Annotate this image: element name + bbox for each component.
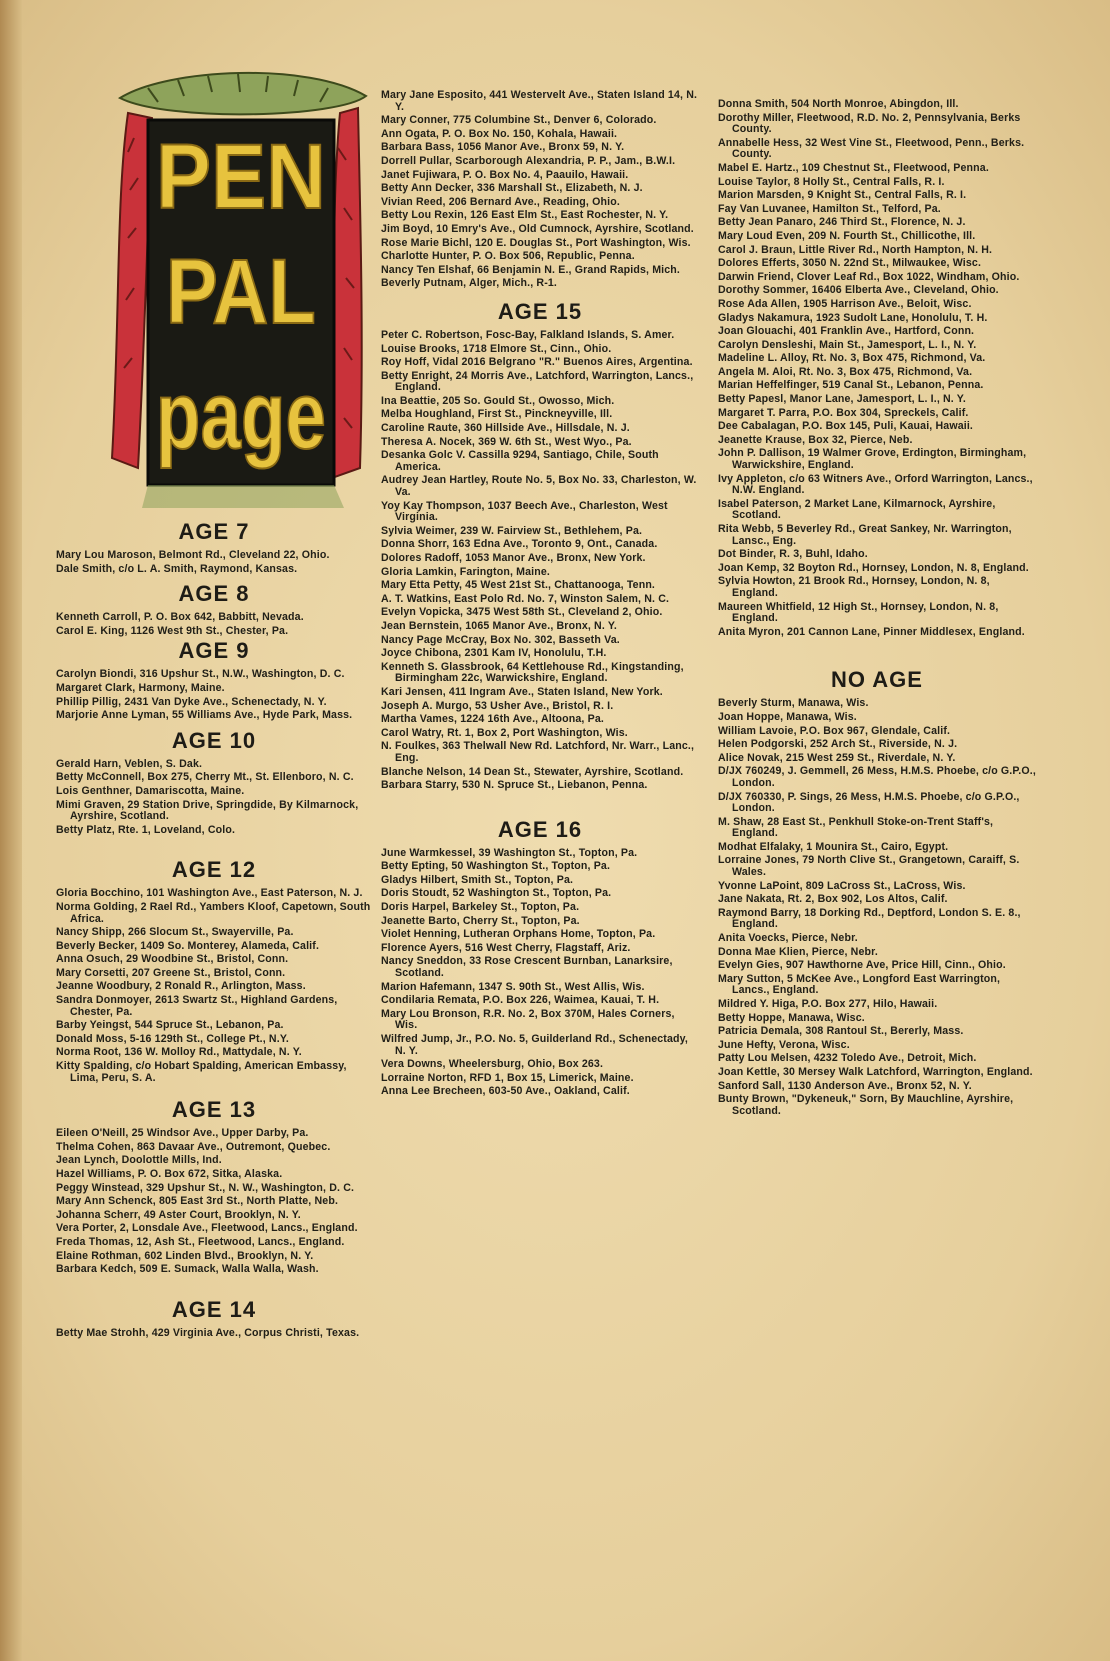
list-item: Betty Papesl, Manor Lane, Jamesport, L. I., N. Y. <box>718 393 966 406</box>
list-item: Caroline Raute, 360 Hillside Ave., Hillsdale, N. J. <box>381 422 630 435</box>
list-item: Louise Brooks, 1718 Elmore St., Cinn., Ohio. <box>381 342 612 355</box>
pen-pal-logo <box>108 58 370 520</box>
pen-pal-logo-art <box>108 58 370 520</box>
logo-word-page: page <box>156 362 326 469</box>
list-item: Margaret T. Parra, P.O. Box 304, Spreckels, Calif. <box>718 406 969 419</box>
list-item: Norma Golding, 2 Rael Rd., Yambers Kloof, Capetown, South Africa. <box>56 900 371 925</box>
list-item: Charlotte Hunter, P. O. Box 506, Republic, Penna. <box>381 250 635 263</box>
list-item: Blanche Nelson, 14 Dean St., Stewater, Ayrshire, Scotland. <box>381 765 684 778</box>
list-item: Carolyn Densleshi, Main St., Jamesport, L. I., N. Y. <box>718 338 977 351</box>
list-item: Norma Root, 136 W. Molloy Rd., Mattydale, N. Y. <box>56 1046 302 1059</box>
list-item: Joan Glouachi, 401 Franklin Ave., Hartford, Conn. <box>718 325 975 338</box>
list-item: Mabel E. Hartz., 109 Chestnut St., Fleetwood, Penna. <box>718 161 989 174</box>
section-heading-age-16: AGE 16 <box>497 816 583 842</box>
list-item: Carol Watry, Rt. 1, Box 2, Port Washington, Wis. <box>381 726 628 739</box>
list-item: Anna Osuch, 29 Woodbine St., Bristol, Conn. <box>56 953 289 966</box>
list-item: Kitty Spalding, c/o Hobart Spalding, American Embassy, Lima, Peru, S. A. <box>56 1060 347 1084</box>
list-item: Kari Jensen, 411 Ingram Ave., Staten Island, New York. <box>381 685 663 698</box>
list-item: Johanna Scherr, 49 Aster Court, Brooklyn, N. Y. <box>56 1208 301 1221</box>
list-item: Peggy Winstead, 329 Upshur St., N. W., Washington, D. C. <box>56 1181 355 1194</box>
list-item: Louise Taylor, 8 Holly St., Central Falls, R. I. <box>718 175 945 188</box>
list-item: Dee Cabalagan, P.O. Box 145, Puli, Kauai, Hawaii. <box>718 420 974 433</box>
list-item: Jeanette Krause, Box 32, Pierce, Neb. <box>718 433 913 446</box>
list-item: Bunty Brown, "Dykeneuk," Sorn, By Mauchline, Ayrshire, Scotland. <box>718 1093 1014 1117</box>
list-item: Desanka Golc V. Cassilla 9294, Santiago, Chile, South America. <box>381 449 659 473</box>
list-item: June Warmkessel, 39 Washington St., Topton, Pa. <box>381 846 638 859</box>
list-item: Betty Jean Panaro, 246 Third St., Florence, N. J. <box>718 216 966 229</box>
list-item: Patricia Demala, 308 Rantoul St., Bererly, Mass. <box>718 1025 964 1038</box>
list-item: Kenneth S. Glassbrook, 64 Kettlehouse Rd., Kingstanding, Birmingham 22c, Warwickshire, England. <box>381 660 684 685</box>
list-item: Marion Hafemann, 1347 S. 90th St., West Allis, Wis. <box>381 980 645 993</box>
list-item: Florence Ayers, 516 West Cherry, Flagstaff, Ariz. <box>381 941 631 954</box>
list-item: Yvonne LaPoint, 809 LaCross St., LaCross, Wis. <box>718 879 966 892</box>
list-item: Barbara Bass, 1056 Manor Ave., Bronx 59, N. Y. <box>381 141 625 154</box>
list-item: Joan Kettle, 30 Mersey Walk Latchford, Warrington, England. <box>718 1065 1033 1078</box>
list-item: Nancy Shipp, 266 Slocum St., Swayerville, Pa. <box>56 926 294 939</box>
list-item: Freda Thomas, 12, Ash St., Fleetwood, Lancs., England. <box>56 1235 345 1248</box>
section-age-16-part-2 <box>718 99 1036 638</box>
list-item: Donald Moss, 5-16 129th St., College Pt., N.Y. <box>56 1032 289 1045</box>
list-item: Betty Ann Decker, 336 Marshall St., Elizabeth, N. J. <box>381 182 643 195</box>
list-item: Vivian Reed, 206 Bernard Ave., Reading, Ohio. <box>381 195 620 208</box>
list-item: Theresa A. Nocek, 369 W. 6th St., West Wyo., Pa. <box>381 435 632 448</box>
list-item: Jean Lynch, Doolottle Mills, Ind. <box>56 1154 222 1167</box>
list-item: Yoy Kay Thompson, 1037 Beech Ave., Charleston, West Virginia. <box>381 499 668 524</box>
section-heading-age-13: AGE 13 <box>171 1097 257 1123</box>
list-item: Darwin Friend, Clover Leaf Rd., Box 1022, Windham, Ohio. <box>718 270 1020 283</box>
list-item: Mary Conner, 775 Columbine St., Denver 6, Colorado. <box>381 114 657 127</box>
list-item: Melba Houghland, First St., Pinckneyville, Ill. <box>381 408 613 421</box>
list-item: Dolores Radoff, 1053 Manor Ave., Bronx, New York. <box>381 552 646 564</box>
list-item: Jeanne Woodbury, 2 Ronald R., Arlington, Mass. <box>56 980 306 993</box>
list-item: Eileen O'Neill, 25 Windsor Ave., Upper Darby, Pa. <box>56 1127 309 1140</box>
list-item: Nancy Page McCray, Box No. 302, Basseth Va. <box>381 633 620 646</box>
list-item: Mary Ann Schenck, 805 East 3rd St., North Platte, Neb. <box>56 1195 339 1208</box>
list-item: Mary Sutton, 5 McKee Ave., Longford East Warrington, Lancs., England. <box>718 972 1001 997</box>
list-item: Anita Myron, 201 Cannon Lane, Pinner Middlesex, England. <box>718 625 1025 638</box>
list-item: M. Shaw, 28 East St., Penkhull Stoke-on-Trent Staff's, England. <box>718 815 994 840</box>
list-item: Hazel Williams, P. O. Box 672, Sitka, Alaska. <box>56 1168 283 1180</box>
list-item: Evelyn Gies, 907 Hawthorne Ave, Price Hill, Cinn., Ohio. <box>718 959 1006 972</box>
list-item: D/JX 760249, J. Gemmell, 26 Mess, H.M.S. Phoebe, c/o G.P.O., London. <box>718 765 1036 789</box>
list-item: A. T. Watkins, East Polo Rd. No. 7, Winston Salem, N. C. <box>381 592 670 605</box>
list-item: Mary Etta Petty, 45 West 21st St., Chattanooga, Tenn. <box>381 579 656 592</box>
list-item: Dot Binder, R. 3, Buhl, Idaho. <box>718 548 868 561</box>
list-item: Alice Novak, 215 West 259 St., Riverdale, N. Y. <box>718 751 956 764</box>
list-item: Kenneth Carroll, P. O. Box 642, Babbitt, Nevada. <box>56 611 304 624</box>
list-item: Doris Stoudt, 52 Washington St., Topton, Pa. <box>381 887 612 900</box>
list-item: Betty Lou Rexin, 126 East Elm St., East Rochester, N. Y. <box>381 209 669 222</box>
list-item: Dale Smith, c/o L. A. Smith, Raymond, Kansas. <box>56 562 298 575</box>
list-item: Nancy Ten Elshaf, 66 Benjamin N. E., Grand Rapids, Mich. <box>381 263 681 276</box>
section-age-14-part-1 <box>56 1328 372 1340</box>
list-item: Thelma Cohen, 863 Davaar Ave., Outremont, Quebec. <box>56 1140 331 1153</box>
list-item: Gladys Nakamura, 1923 Sudolt Lane, Honolulu, T. H. <box>718 311 988 324</box>
list-item: Fay Van Luvanee, Hamilton St., Telford, Pa. <box>718 202 941 215</box>
section-heading-age-10: AGE 10 <box>171 727 257 753</box>
section-age-9 <box>56 669 372 721</box>
section-age-10 <box>56 759 372 837</box>
list-item: Jeanette Barto, Cherry St., Topton, Pa. <box>381 914 580 927</box>
list-item: Ivy Appleton, c/o 63 Witners Ave., Orford Warrington, Lancs., N.W. England. <box>718 472 1033 497</box>
list-item: Modhat Elfalaky, 1 Mounira St., Cairo, Egypt. <box>718 840 949 853</box>
list-item: Betty Mae Strohh, 429 Virginia Ave., Corpus Christi, Texas. <box>56 1326 360 1339</box>
list-item: Marjorie Anne Lyman, 55 Williams Ave., Hyde Park, Mass. <box>56 709 353 722</box>
page-binding-edge <box>0 0 22 1661</box>
list-item: June Hefty, Verona, Wisc. <box>718 1038 850 1051</box>
list-item: D/JX 760330, P. Sings, 26 Mess, H.M.S. Phoebe, c/o G.P.O., London. <box>718 790 1020 815</box>
list-item: Rita Webb, 5 Beverley Rd., Great Sankey, Nr. Warrington, Lansc., Eng. <box>718 523 1012 547</box>
list-item: Jim Boyd, 10 Emry's Ave., Old Cumnock, Ayrshire, Scotland. <box>381 222 694 235</box>
list-item: Raymond Barry, 18 Dorking Rd., Deptford, London S. E. 8., England. <box>718 906 1021 931</box>
section-age-7 <box>56 550 372 575</box>
list-item: Margaret Clark, Harmony, Maine. <box>56 681 225 694</box>
list-item: Martha Vames, 1224 16th Ave., Altoona, Pa. <box>381 713 604 726</box>
list-item: Joseph A. Murgo, 53 Usher Ave., Bristol, R. I. <box>381 699 614 712</box>
list-item: Isabel Paterson, 2 Market Lane, Kilmarnock, Ayrshire, Scotland. <box>718 497 996 522</box>
list-item: Roy Hoff, Vidal 2016 Belgrano "R." Buenos Aires, Argentina. <box>381 356 693 369</box>
logo-word-pal: PAL <box>166 241 316 343</box>
list-item: Condilaria Remata, P.O. Box 226, Waimea, Kauai, T. H. <box>381 994 660 1007</box>
list-item: Mary Lou Bronson, R.R. No. 2, Box 370M, Hales Corners, Wis. <box>381 1007 675 1032</box>
list-item: Sanford Sall, 1130 Anderson Ave., Bronx 52, N. Y. <box>718 1079 972 1092</box>
list-item: Wilfred Jump, Jr., P.O. No. 5, Guilderland Rd., Schenectady, N. Y. <box>381 1033 688 1057</box>
list-item: Elaine Rothman, 602 Linden Blvd., Brooklyn, N. Y. <box>56 1249 314 1262</box>
list-item: Sandra Donmoyer, 2613 Swartz St., Highland Gardens, Chester, Pa. <box>56 994 338 1018</box>
column-middle <box>381 90 699 1100</box>
list-item: Betty Epting, 50 Washington St., Topton, Pa. <box>381 860 611 873</box>
list-item: Evelyn Vopicka, 3475 West 58th St., Cleveland 2, Ohio. <box>381 606 663 619</box>
list-item: Joyce Chibona, 2301 Kam IV, Honolulu, T.H. <box>381 647 607 660</box>
section-age-15 <box>381 330 699 792</box>
list-item: Jane Nakata, Rt. 2, Box 902, Los Altos, Calif. <box>718 893 948 906</box>
list-item: Mary Loud Even, 209 N. Fourth St., Chillicothe, Ill. <box>718 229 976 242</box>
list-item: Annabelle Hess, 32 West Vine St., Fleetwood, Penn., Berks. County. <box>718 136 1025 161</box>
list-item: Janet Fujiwara, P. O. Box No. 4, Paauilo, Hawaii. <box>381 168 629 181</box>
list-item: Lorraine Jones, 79 North Clive St., Grangetown, Caraiff, S. Wales. <box>718 854 1020 879</box>
list-item: Gladys Hilbert, Smith St., Topton, Pa. <box>381 873 574 886</box>
section-age-13 <box>56 1128 372 1276</box>
list-item: Dolores Efferts, 3050 N. 22nd St., Milwaukee, Wisc. <box>718 257 982 270</box>
list-item: Peter C. Robertson, Fosc-Bay, Falkland Islands, S. Amer. <box>381 328 675 341</box>
list-item: Barby Yeingst, 544 Spruce St., Lebanon, Pa. <box>56 1019 284 1032</box>
list-item: Sylvia Weimer, 239 W. Fairview St., Bethlehem, Pa. <box>381 524 643 537</box>
list-item: N. Foulkes, 363 Thelwall New Rd. Latchford, Nr. Warr., Lanc., Eng. <box>381 740 695 764</box>
section-age-16-part-1 <box>381 848 699 1098</box>
list-item: Rose Ada Allen, 1905 Harrison Ave., Beloit, Wisc. <box>718 297 972 310</box>
list-item: Violet Henning, Lutheran Orphans Home, Topton, Pa. <box>381 928 656 941</box>
list-item: Mimi Graven, 29 Station Drive, Springdide, By Kilmarnock, Ayrshire, Scotland. <box>56 798 359 823</box>
list-item: Angela M. Aloi, Rt. No. 3, Box 475, Richmond, Va. <box>718 365 973 378</box>
column-left <box>56 0 372 1341</box>
list-item: Ann Ogata, P. O. Box No. 150, Kohala, Hawaii. <box>381 127 618 140</box>
list-item: Maureen Whitfield, 12 High St., Hornsey, London, N. 8, England. <box>718 600 999 625</box>
list-item: Marion Marsden, 9 Knight St., Central Falls, R. I. <box>718 189 967 202</box>
list-item: Patty Lou Melsen, 4232 Toledo Ave., Detroit, Mich. <box>718 1052 977 1065</box>
list-item: Donna Shorr, 163 Edna Ave., Toronto 9, Ont., Canada. <box>381 538 658 551</box>
list-item: Mary Jane Esposito, 441 Westervelt Ave., Staten Island 14, N. Y. <box>381 89 698 113</box>
section-heading-age-9: AGE 9 <box>178 638 250 664</box>
section-heading-age-8: AGE 8 <box>178 581 250 607</box>
list-item: Madeline L. Alloy, Rt. No. 3, Box 475, Richmond, Va. <box>718 352 986 365</box>
section-heading-no-age: NO AGE <box>831 667 923 693</box>
list-item: Betty McConnell, Box 275, Cherry Mt., St. Ellenboro, N. C. <box>56 771 354 784</box>
section-age-14-part-2 <box>381 90 699 290</box>
list-item: William Lavoie, P.O. Box 967, Glendale, Calif. <box>718 724 951 737</box>
list-item: Betty Hoppe, Manawa, Wisc. <box>718 1011 865 1024</box>
list-item: Betty Platz, Rte. 1, Loveland, Colo. <box>56 823 236 836</box>
list-item: Anna Lee Brecheen, 603-50 Ave., Oakland, Calif. <box>381 1085 630 1098</box>
list-item: Audrey Jean Hartley, Route No. 5, Box No. 33, Charleston, W. Va. <box>381 474 697 499</box>
list-item: Vera Downs, Wheelersburg, Ohio, Box 263. <box>381 1058 604 1071</box>
column-right <box>718 99 1036 1119</box>
list-item: Doris Harpel, Barkeley St., Topton, Pa. <box>381 901 580 914</box>
list-item: Beverly Putnam, Alger, Mich., R-1. <box>381 277 558 290</box>
list-item: Barbara Starry, 530 N. Spruce St., Liebanon, Penna. <box>381 779 648 792</box>
list-item: Lorraine Norton, RFD 1, Box 15, Limerick, Maine. <box>381 1071 634 1084</box>
list-item: Carolyn Biondi, 316 Upshur St., N.W., Washington, D. C. <box>56 668 345 681</box>
list-item: Gloria Lamkin, Farington, Maine. <box>381 565 551 578</box>
list-item: Helen Podgorski, 252 Arch St., Riverside, N. J. <box>718 738 958 751</box>
list-item: Barbara Kedch, 509 E. Sumack, Walla Walla, Wash. <box>56 1263 319 1276</box>
list-item: Betty Enright, 24 Morris Ave., Latchford, Warrington, Lancs., England. <box>381 369 694 394</box>
list-item: Nancy Sneddon, 33 Rose Crescent Burnban, Lanarksire, Scotland. <box>381 955 673 980</box>
section-no-age <box>718 698 1036 1117</box>
list-item: Beverly Sturm, Manawa, Wis. <box>718 697 869 710</box>
list-item: Donna Mae Klien, Pierce, Nebr. <box>718 945 878 958</box>
list-item: Rose Marie Bichl, 120 E. Douglas St., Port Washington, Wis. <box>381 236 691 249</box>
list-item: Marian Heffelfinger, 519 Canal St., Lebanon, Penna. <box>718 379 984 392</box>
list-item: Mary Lou Maroson, Belmont Rd., Cleveland 22, Ohio. <box>56 549 330 561</box>
logo-word-pen: PEN <box>156 126 326 228</box>
section-heading-age-7: AGE 7 <box>178 519 250 544</box>
list-item: Phillip Pillig, 2431 Van Dyke Ave., Schenectady, N. Y. <box>56 695 327 708</box>
list-item: Vera Porter, 2, Lonsdale Ave., Fleetwood, Lancs., England. <box>56 1222 358 1235</box>
list-item: Dorothy Sommer, 16406 Elberta Ave., Cleveland, Ohio. <box>718 284 999 297</box>
section-heading-age-15: AGE 15 <box>497 298 583 324</box>
list-item: Joan Kemp, 32 Boyton Rd., Hornsey, London, N. 8, England. <box>718 561 1029 574</box>
section-heading-age-14: AGE 14 <box>171 1296 257 1322</box>
list-item: Dorrell Pullar, Scarborough Alexandria, P. P., Jam., B.W.I. <box>381 154 676 167</box>
section-age-8 <box>56 612 372 637</box>
list-item: Jean Bernstein, 1065 Manor Ave., Bronx, N. Y. <box>381 619 617 632</box>
list-item: John P. Dallison, 19 Walmer Grove, Erdington, Birmingham, Warwickshire, England. <box>718 447 1027 472</box>
list-item: Mary Corsetti, 207 Greene St., Bristol, Conn. <box>56 966 286 979</box>
list-item: Carol J. Braun, Little River Rd., North Hampton, N. H. <box>718 243 993 256</box>
section-heading-age-12: AGE 12 <box>171 857 257 883</box>
list-item: Anita Voecks, Pierce, Nebr. <box>718 932 858 945</box>
list-item: Lois Genthner, Damariscotta, Maine. <box>56 784 245 797</box>
list-item: Ina Beattie, 205 So. Gould St., Owosso, Mich. <box>381 394 615 407</box>
list-item: Carol E. King, 1126 West 9th St., Chester, Pa. <box>56 624 289 637</box>
section-age-12 <box>56 888 372 1084</box>
list-item: Gerald Harn, Veblen, S. Dak. <box>56 757 203 770</box>
list-item: Sylvia Howton, 21 Brook Rd., Hornsey, London, N. 8, England. <box>718 575 990 599</box>
list-item: Donna Smith, 504 North Monroe, Abingdon, Ill. <box>718 98 959 110</box>
list-item: Mildred Y. Higa, P.O. Box 277, Hilo, Hawaii. <box>718 998 938 1010</box>
list-item: Joan Hoppe, Manawa, Wis. <box>718 710 857 723</box>
list-item: Dorothy Miller, Fleetwood, R.D. No. 2, Pennsylvania, Berks County. <box>718 111 1021 136</box>
list-item: Gloria Bocchino, 101 Washington Ave., East Paterson, N. J. <box>56 887 363 900</box>
list-item: Beverly Becker, 1409 So. Monterey, Alameda, Calif. <box>56 939 320 952</box>
